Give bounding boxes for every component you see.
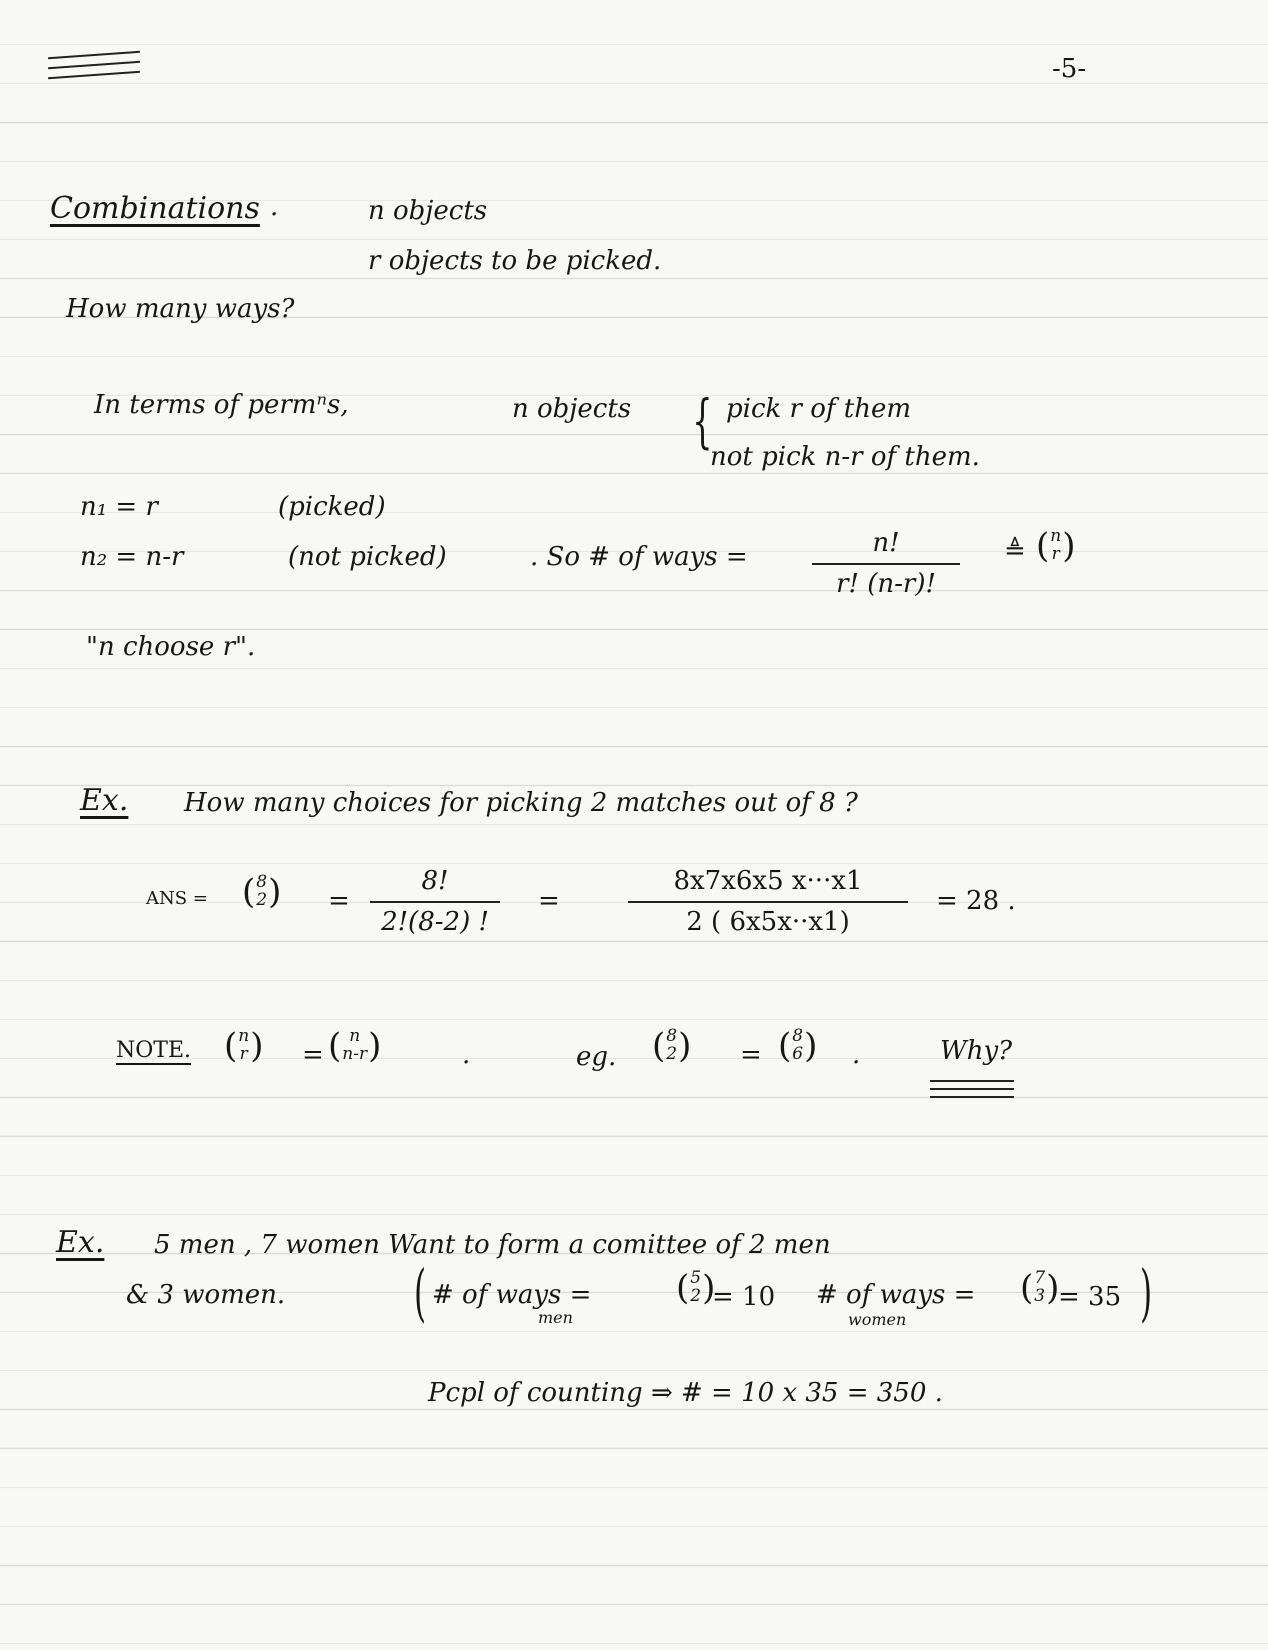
- fraction-8-factorial: [370, 866, 500, 938]
- men-subscript: men: [538, 1308, 573, 1327]
- equals-2: =: [538, 886, 560, 916]
- corner-tick-marks: [48, 48, 140, 88]
- example-2-line-2: & 3 women.: [126, 1280, 286, 1310]
- perm-not-pick: not pick n-r of them.: [710, 442, 980, 472]
- example-2-line-1: 5 men , 7 women Want to form a comittee of 2 men: [154, 1230, 831, 1260]
- binomial-8-2: ( 8 2 ): [242, 871, 282, 912]
- eg-dot: .: [852, 1040, 861, 1070]
- why-underline-3: [930, 1096, 1014, 1098]
- note-dot: .: [462, 1040, 471, 1070]
- why-underline-2: [930, 1088, 1014, 1090]
- so-ways: . So # of ways =: [530, 542, 748, 572]
- n1-def: n₁ = r: [80, 492, 158, 522]
- n-choose-r-label: "n choose r".: [86, 632, 256, 662]
- n2-def: n₂ = n-r: [80, 542, 184, 572]
- eg-label: eg.: [576, 1042, 617, 1072]
- note-label: NOTE.: [116, 1038, 192, 1063]
- principle-of-counting: Pcpl of counting ⇒ # = 10 x 35 = 350 .: [428, 1378, 943, 1408]
- binomial-n-r-def: ( n r ): [1036, 525, 1076, 566]
- fraction-2-bar: [628, 901, 908, 903]
- binomial-8-2-note: ( 8 2 ): [652, 1025, 692, 1066]
- section-title-dot: .: [270, 192, 279, 222]
- binomial-7-3: ( 7 3 ): [1020, 1267, 1060, 1308]
- men-ways-value: = 10: [712, 1282, 776, 1312]
- note-equals: =: [302, 1040, 324, 1070]
- why-question: Why?: [940, 1036, 1013, 1066]
- perm-pick: pick r of them: [726, 394, 912, 424]
- binomial-n-r: ( n r ): [224, 1025, 264, 1066]
- fraction-denominator: r! (n-r)!: [836, 569, 936, 600]
- defined-as-symbol: ≜: [1004, 536, 1026, 566]
- fraction-expanded: [628, 866, 908, 938]
- fraction-2-numerator: 8x7x6x5 x···x1: [673, 866, 863, 896]
- page-number: -5-: [1052, 54, 1087, 84]
- why-underline-1: [930, 1080, 1014, 1082]
- men-ways-label: # of ways =: [432, 1280, 592, 1310]
- women-ways-label: # of ways =: [816, 1280, 976, 1310]
- binomial-n-n-minus-r: ( n n-r ): [328, 1025, 382, 1066]
- n1-note: (picked): [278, 492, 386, 522]
- section-title: Combinations: [50, 191, 260, 226]
- binomial-5-2: ( 5 2 ): [676, 1267, 716, 1308]
- binomial-8-6: ( 8 6 ): [778, 1025, 818, 1066]
- answer-label: ANS =: [146, 888, 208, 909]
- fraction-1-bar: [370, 901, 500, 903]
- fraction-n-factorial: [812, 528, 960, 600]
- perm-intro: In terms of permⁿs,: [94, 390, 349, 420]
- example-1-question: How many choices for picking 2 matches out of 8 ?: [184, 788, 858, 818]
- answer-result: = 28 .: [936, 886, 1016, 916]
- women-subscript: women: [848, 1310, 907, 1329]
- fraction-1-numerator: 8!: [421, 866, 449, 896]
- fraction-numerator: n!: [872, 528, 900, 558]
- women-ways-value: = 35: [1058, 1282, 1122, 1312]
- equals-1: =: [328, 886, 350, 916]
- def-line-r: r objects to be picked.: [368, 246, 662, 276]
- example-2-label: Ex.: [56, 1225, 105, 1260]
- fraction-bar: [812, 563, 960, 565]
- fraction-2-denominator: 2 ( 6x5x··x1): [686, 907, 850, 938]
- left-big-paren: (: [414, 1256, 427, 1329]
- eg-equals: =: [740, 1040, 762, 1070]
- n2-note: (not picked): [288, 542, 447, 572]
- example-1-label: Ex.: [80, 783, 129, 818]
- fraction-1-denominator: 2!(8-2) !: [381, 907, 489, 938]
- curly-brace: {: [692, 387, 713, 455]
- perm-objects: n objects: [512, 394, 632, 424]
- def-line-n: n objects: [368, 196, 488, 226]
- how-many-question: How many ways?: [66, 294, 295, 324]
- right-big-paren: ): [1140, 1256, 1153, 1329]
